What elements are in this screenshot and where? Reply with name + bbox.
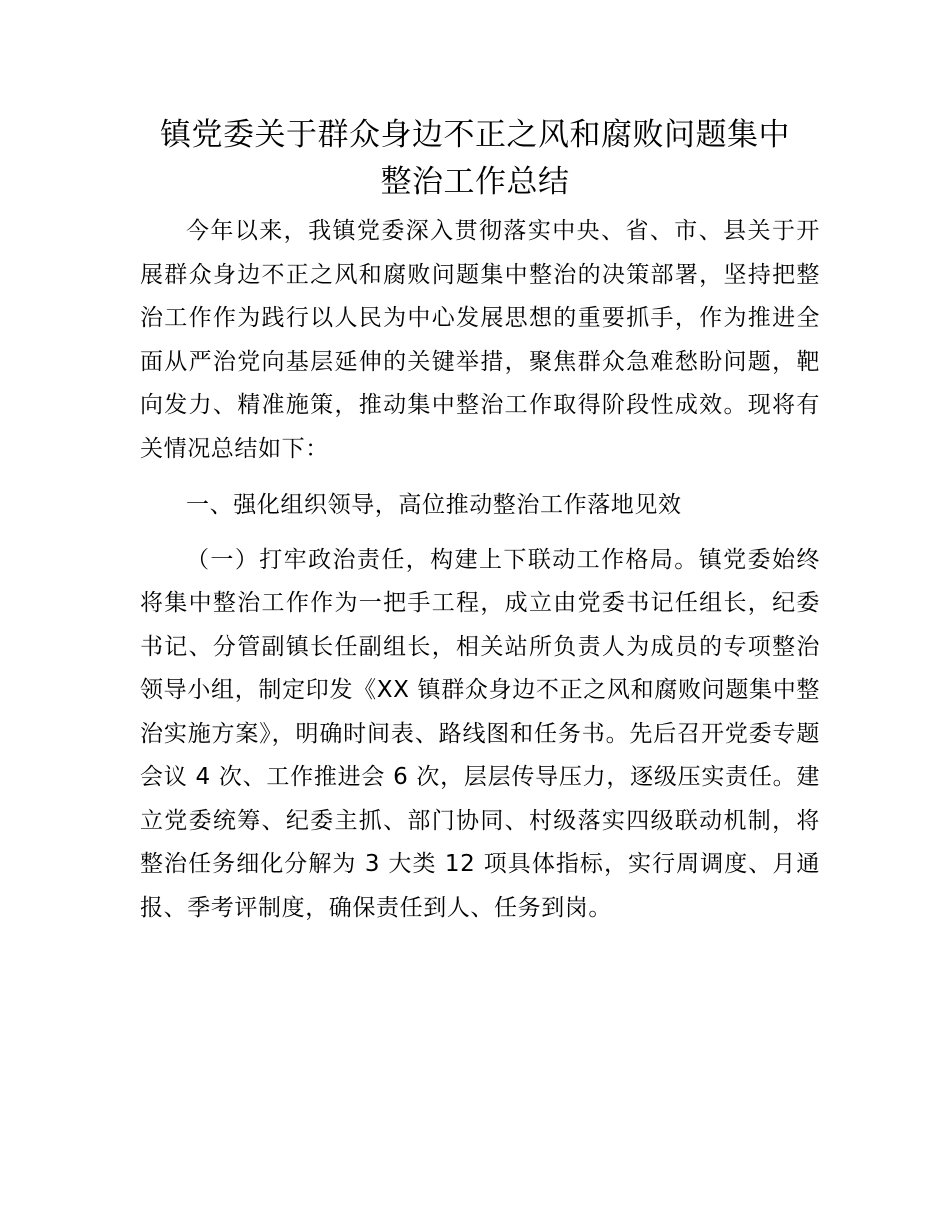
section-1-heading: 一、强化组织领导，高位推动整治工作落地见效 [186,492,682,518]
intro-paragraph: 今年以来，我镇党委深入贯彻落实中央、省、市、县关于开展群众身边不正之风和腐败问题集中整治的决策部署，坚持把整治工作作为践行以人民为中心发展思想的重要抓手，作为推进全面从严治党向基层延伸的关键举措，聚焦群众急难愁盼问题，靶向发力、精准施策，推动集中整治工作取得阶段性成效。现将有关情况总结如下： [140,218,820,462]
document-title-line-1: 镇党委关于群众身边不正之风和腐败问题集中 [160,117,790,153]
document-title-line-2: 整治工作总结 [380,164,570,200]
document-title [130,112,820,206]
section-1-paragraph-1: （一）打牢政治责任，构建上下联动工作格局。镇党委始终将集中整治工作作为一把手工程，成立由党委书记任组长，纪委书记、分管副镇长任副组长，相关站所负责人为成员的专项整治领导小组，制定印发《XX 镇群众身边不正之风和腐败问题集中整治实施方案》，明确时间表、路线图和任务书。先后召开党委专题会议 4 次、工作推进会 6 次，层层传导压力，逐级压实责任。建立党委统筹、纪委主抓、部门协同、村级落实四级联动机制，将整治任务细化分解为 3 大类 12 项具体指标，实行周调度、月通报、季考评制度，确保责任到人、任务到岗。 [140,546,820,921]
document-body [140,210,820,930]
